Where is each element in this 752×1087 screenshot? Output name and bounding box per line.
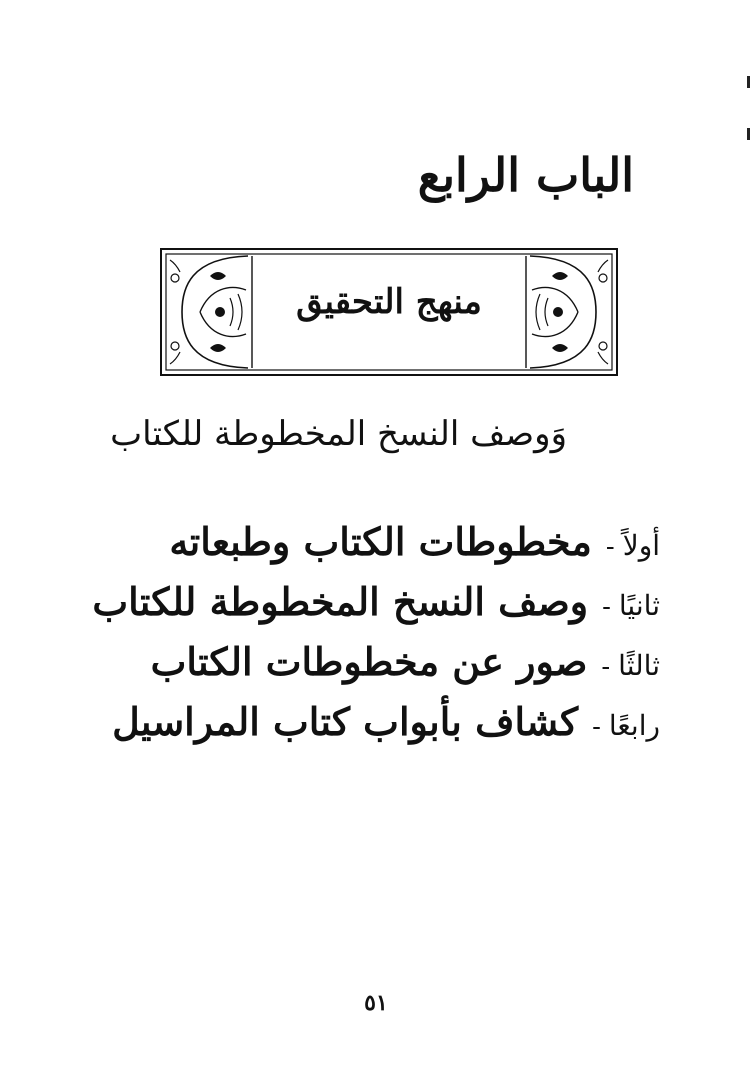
toc-dash: - bbox=[601, 652, 611, 682]
toc-item-text: صور عن مخطوطات الكتاب bbox=[150, 639, 588, 684]
banner-title: منهج التحقيق bbox=[296, 282, 482, 322]
toc-item bbox=[100, 512, 660, 572]
toc-item-number: أولاً bbox=[622, 529, 660, 562]
toc-dash: - bbox=[592, 712, 601, 742]
toc-item-number: ثالثًا bbox=[618, 649, 660, 682]
toc-dash: - bbox=[602, 592, 611, 622]
chapter-title: الباب الرابع bbox=[417, 148, 634, 202]
page-number: ٥١ bbox=[364, 990, 388, 1016]
toc-item-number: ثانيًا bbox=[618, 589, 660, 622]
toc-item bbox=[100, 632, 660, 692]
toc-dash: - bbox=[605, 532, 615, 562]
edge-mark bbox=[747, 128, 750, 140]
toc-item bbox=[92, 572, 660, 632]
toc-item-text: كشاف بأبواب كتاب المراسيل bbox=[112, 699, 579, 744]
toc-item-text: مخطوطات الكتاب وطبعاته bbox=[169, 519, 592, 564]
toc-item-number: رابعًا bbox=[608, 709, 660, 742]
table-of-contents bbox=[92, 512, 660, 752]
edge-mark bbox=[747, 76, 750, 88]
toc-item-text: وصف النسخ المخطوطة للكتاب bbox=[92, 579, 589, 624]
title-banner bbox=[160, 248, 618, 376]
subtitle: وَوصف النسخ المخطوطة للكتاب bbox=[110, 414, 567, 454]
toc-item bbox=[100, 692, 660, 752]
